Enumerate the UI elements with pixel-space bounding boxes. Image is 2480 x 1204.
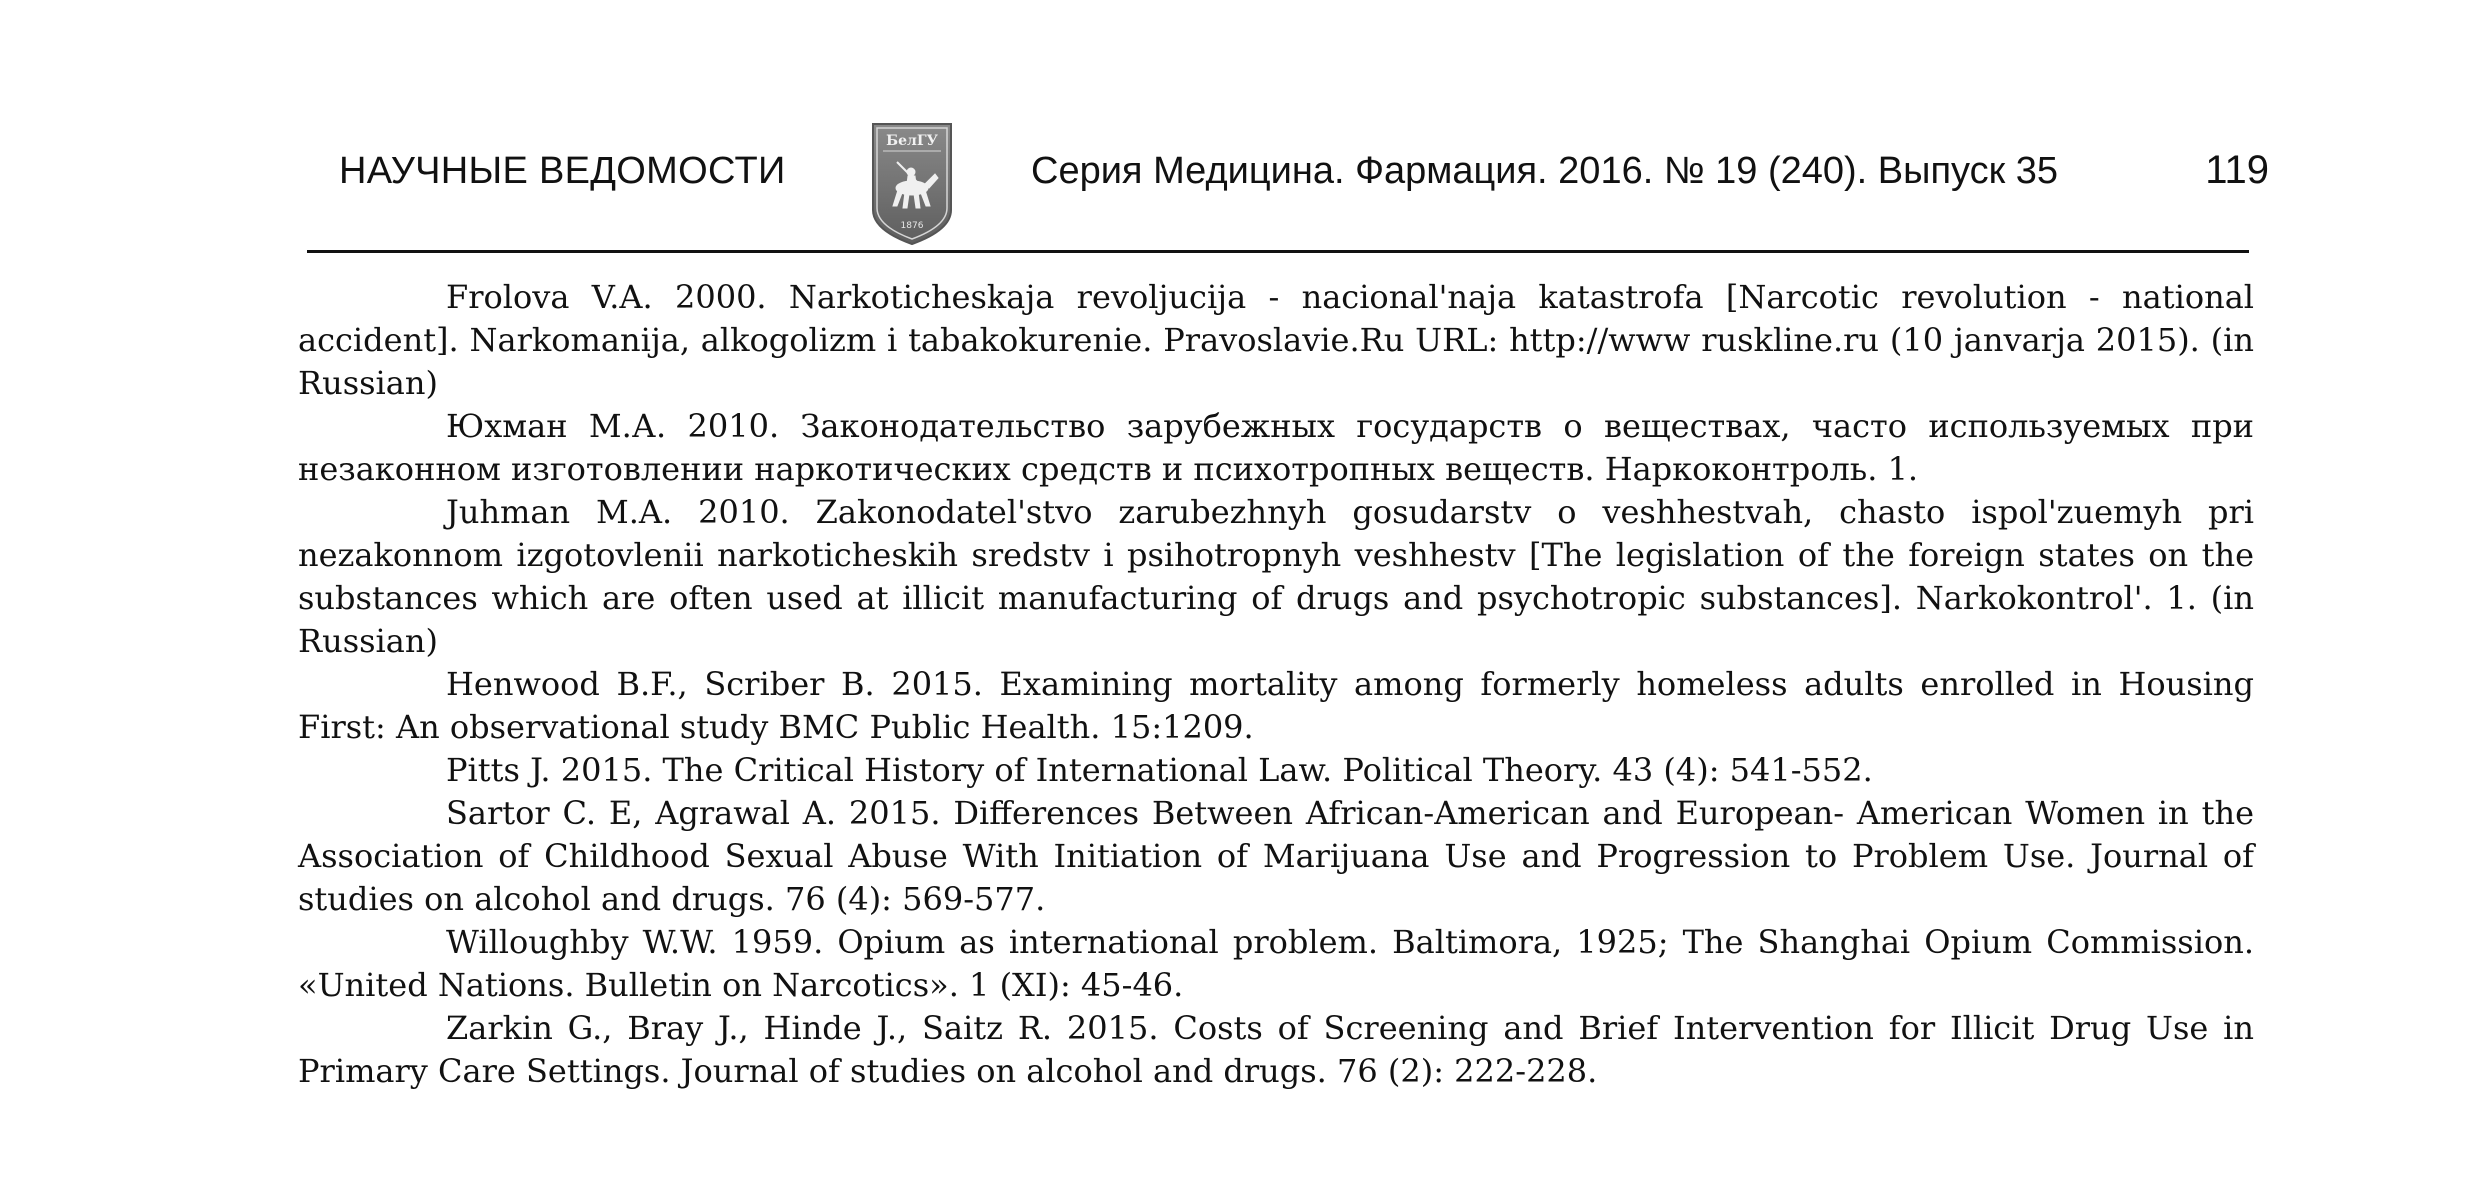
university-logo-icon: [867, 118, 957, 248]
reference-item: Sartor C. E, Agrawal A. 2015. Differences Between African-American and European- American Women in the Association of Childhood Sexual Abuse With Initiation of Marijuana Use and Progression to Problem Use. Journal of studies on alcohol and drugs. 76 (4): 569-577.: [298, 794, 2254, 918]
reference-item: Pitts J. 2015. The Critical History of International Law. Political Theory. 43 (4): 541-552.: [446, 751, 1873, 789]
logo-text: БелГУ: [886, 133, 938, 149]
reference-list: [298, 276, 2254, 1093]
reference-item: Frolova V.A. 2000. Narkoticheskaja revoljucija - nacional'naja katastrofa [Narcotic revolution - national accident]. Narkomanija, alkogolizm i tabakokurenie. Pravoslavie.Ru URL: http://www ruskline.ru (10 janvarja 2015). (in Russian): [298, 278, 2254, 402]
reference-item: Juhman M.A. 2010. Zakonodatel'stvo zarubezhnyh gosudarstv o veshhestvah, chasto ispol'zuemyh pri nezakonnom izgotovlenii narkoticheskih sredstv i psihotropnyh veshhestv [The legislation of the foreign states on the substances which are often used at illicit manufacturing of drugs and psychotropic substances]. Narkokontrol'. 1. (in Russian): [298, 493, 2254, 660]
reference-item: Henwood B.F., Scriber B. 2015. Examining mortality among formerly homeless adults enrolled in Housing First: An observational study BMC Public Health. 15:1209.: [298, 665, 2254, 746]
header-divider: [307, 250, 2249, 253]
journal-series: Серия Медицина. Фармация. 2016. № 19 (240). Выпуск 35: [1031, 150, 2059, 192]
page-header: [307, 110, 2269, 255]
logo-year: 1876: [900, 221, 924, 231]
reference-item: Юхман М.А. 2010. Законодательство зарубежных государств о веществах, часто используемых при незаконном изготовлении наркотических средств и психотропных веществ. Наркоконтроль. 1.: [298, 407, 2254, 488]
journal-title: НАУЧНЫЕ ВЕДОМОСТИ: [339, 150, 786, 192]
page-number: 119: [2205, 148, 2269, 192]
reference-item: Zarkin G., Bray J., Hinde J., Saitz R. 2015. Costs of Screening and Brief Intervention for Illicit Drug Use in Primary Care Settings. Journal of studies on alcohol and drugs. 76 (2): 222-228.: [298, 1009, 2254, 1090]
reference-item: Willoughby W.W. 1959. Opium as international problem. Baltimora, 1925; The Shanghai Opium Commission. «United Nations. Bulletin on Narcotics». 1 (XI): 45-46.: [298, 923, 2254, 1004]
